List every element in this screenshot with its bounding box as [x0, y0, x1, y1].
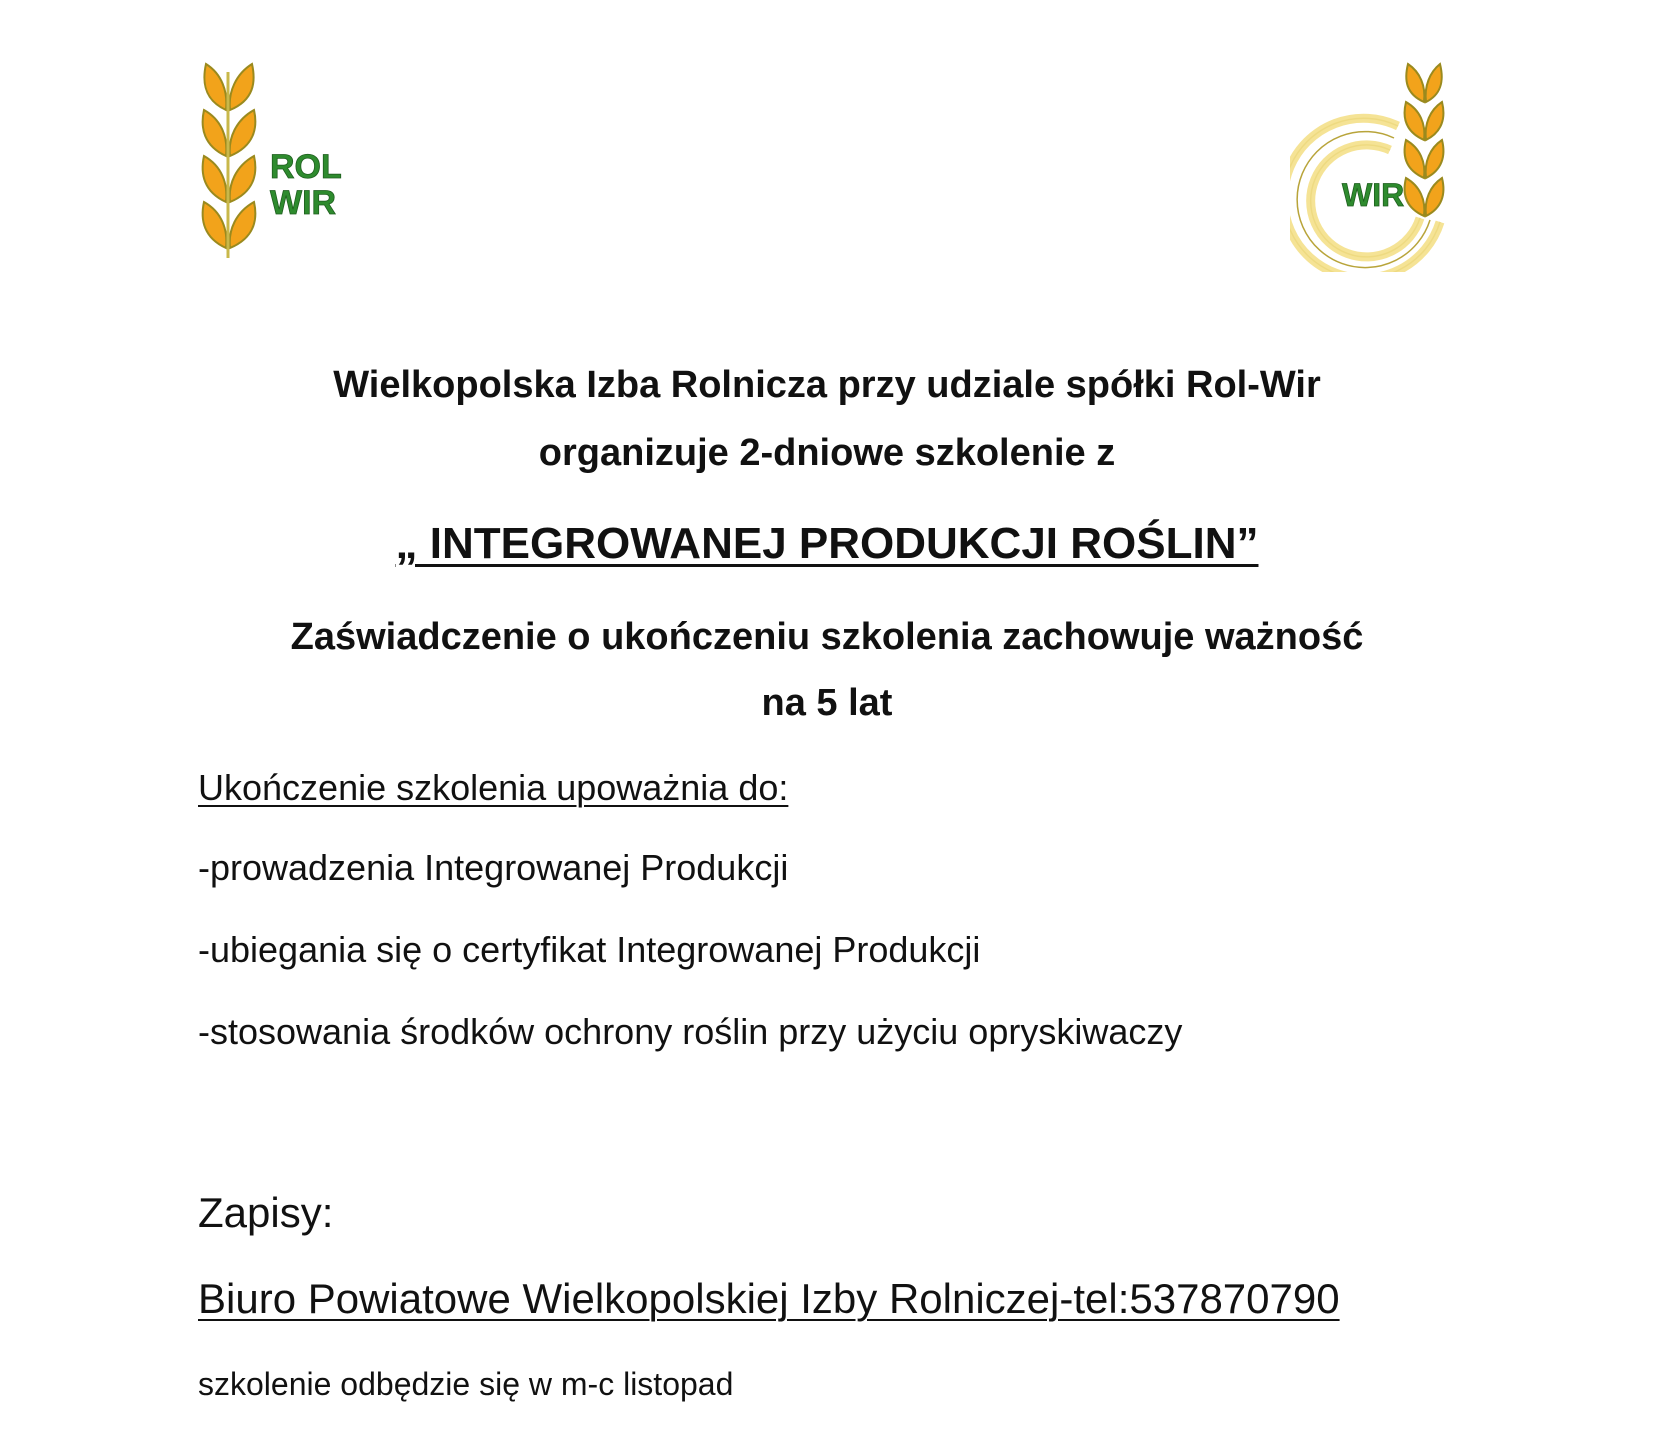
rol-wir-logo [198, 62, 358, 262]
header-line-organizer: Wielkopolska Izba Rolnicza przy udziale spółki Rol-Wir [333, 364, 1321, 406]
office-contact: Biuro Powiatowe Wielkopolskiej Izby Rolniczej-tel:537870790 [198, 1275, 1340, 1322]
certificate-validity-line1: Zaświadczenie o ukończeniu szkolenia zachowuje ważność [290, 616, 1364, 658]
wir-logo [1290, 62, 1460, 272]
training-month-note: szkolenie odbędzie się w m-c listopad [198, 1366, 734, 1402]
authorization-item: -stosowania środków ochrony roślin przy użyciu opryskiwaczy [198, 1011, 1183, 1052]
training-title-text: „ INTEGROWANEJ PRODUKCJI ROŚLIN” [395, 519, 1259, 568]
authorization-item: -ubiegania się o certyfikat Integrowanej Produkcji [198, 929, 981, 970]
authorization-item: -prowadzenia Integrowanej Produkcji [198, 847, 789, 888]
logo-right-text-wir: WIR [1342, 177, 1405, 213]
authorization-heading: Ukończenie szkolenia upoważnia do: [198, 767, 789, 808]
header-line-training: organizuje 2-dniowe szkolenie z [538, 432, 1116, 474]
rol-wir-wheat-logo-icon [198, 62, 358, 262]
logo-left-text-wir: WIR [270, 184, 337, 222]
certificate-validity-line2: na 5 lat [761, 682, 893, 724]
wir-circle-wheat-logo-icon [1290, 62, 1460, 272]
signup-label: Zapisy: [198, 1189, 334, 1236]
training-title [150, 518, 1504, 570]
logo-left-text-rol: ROL [270, 148, 342, 186]
